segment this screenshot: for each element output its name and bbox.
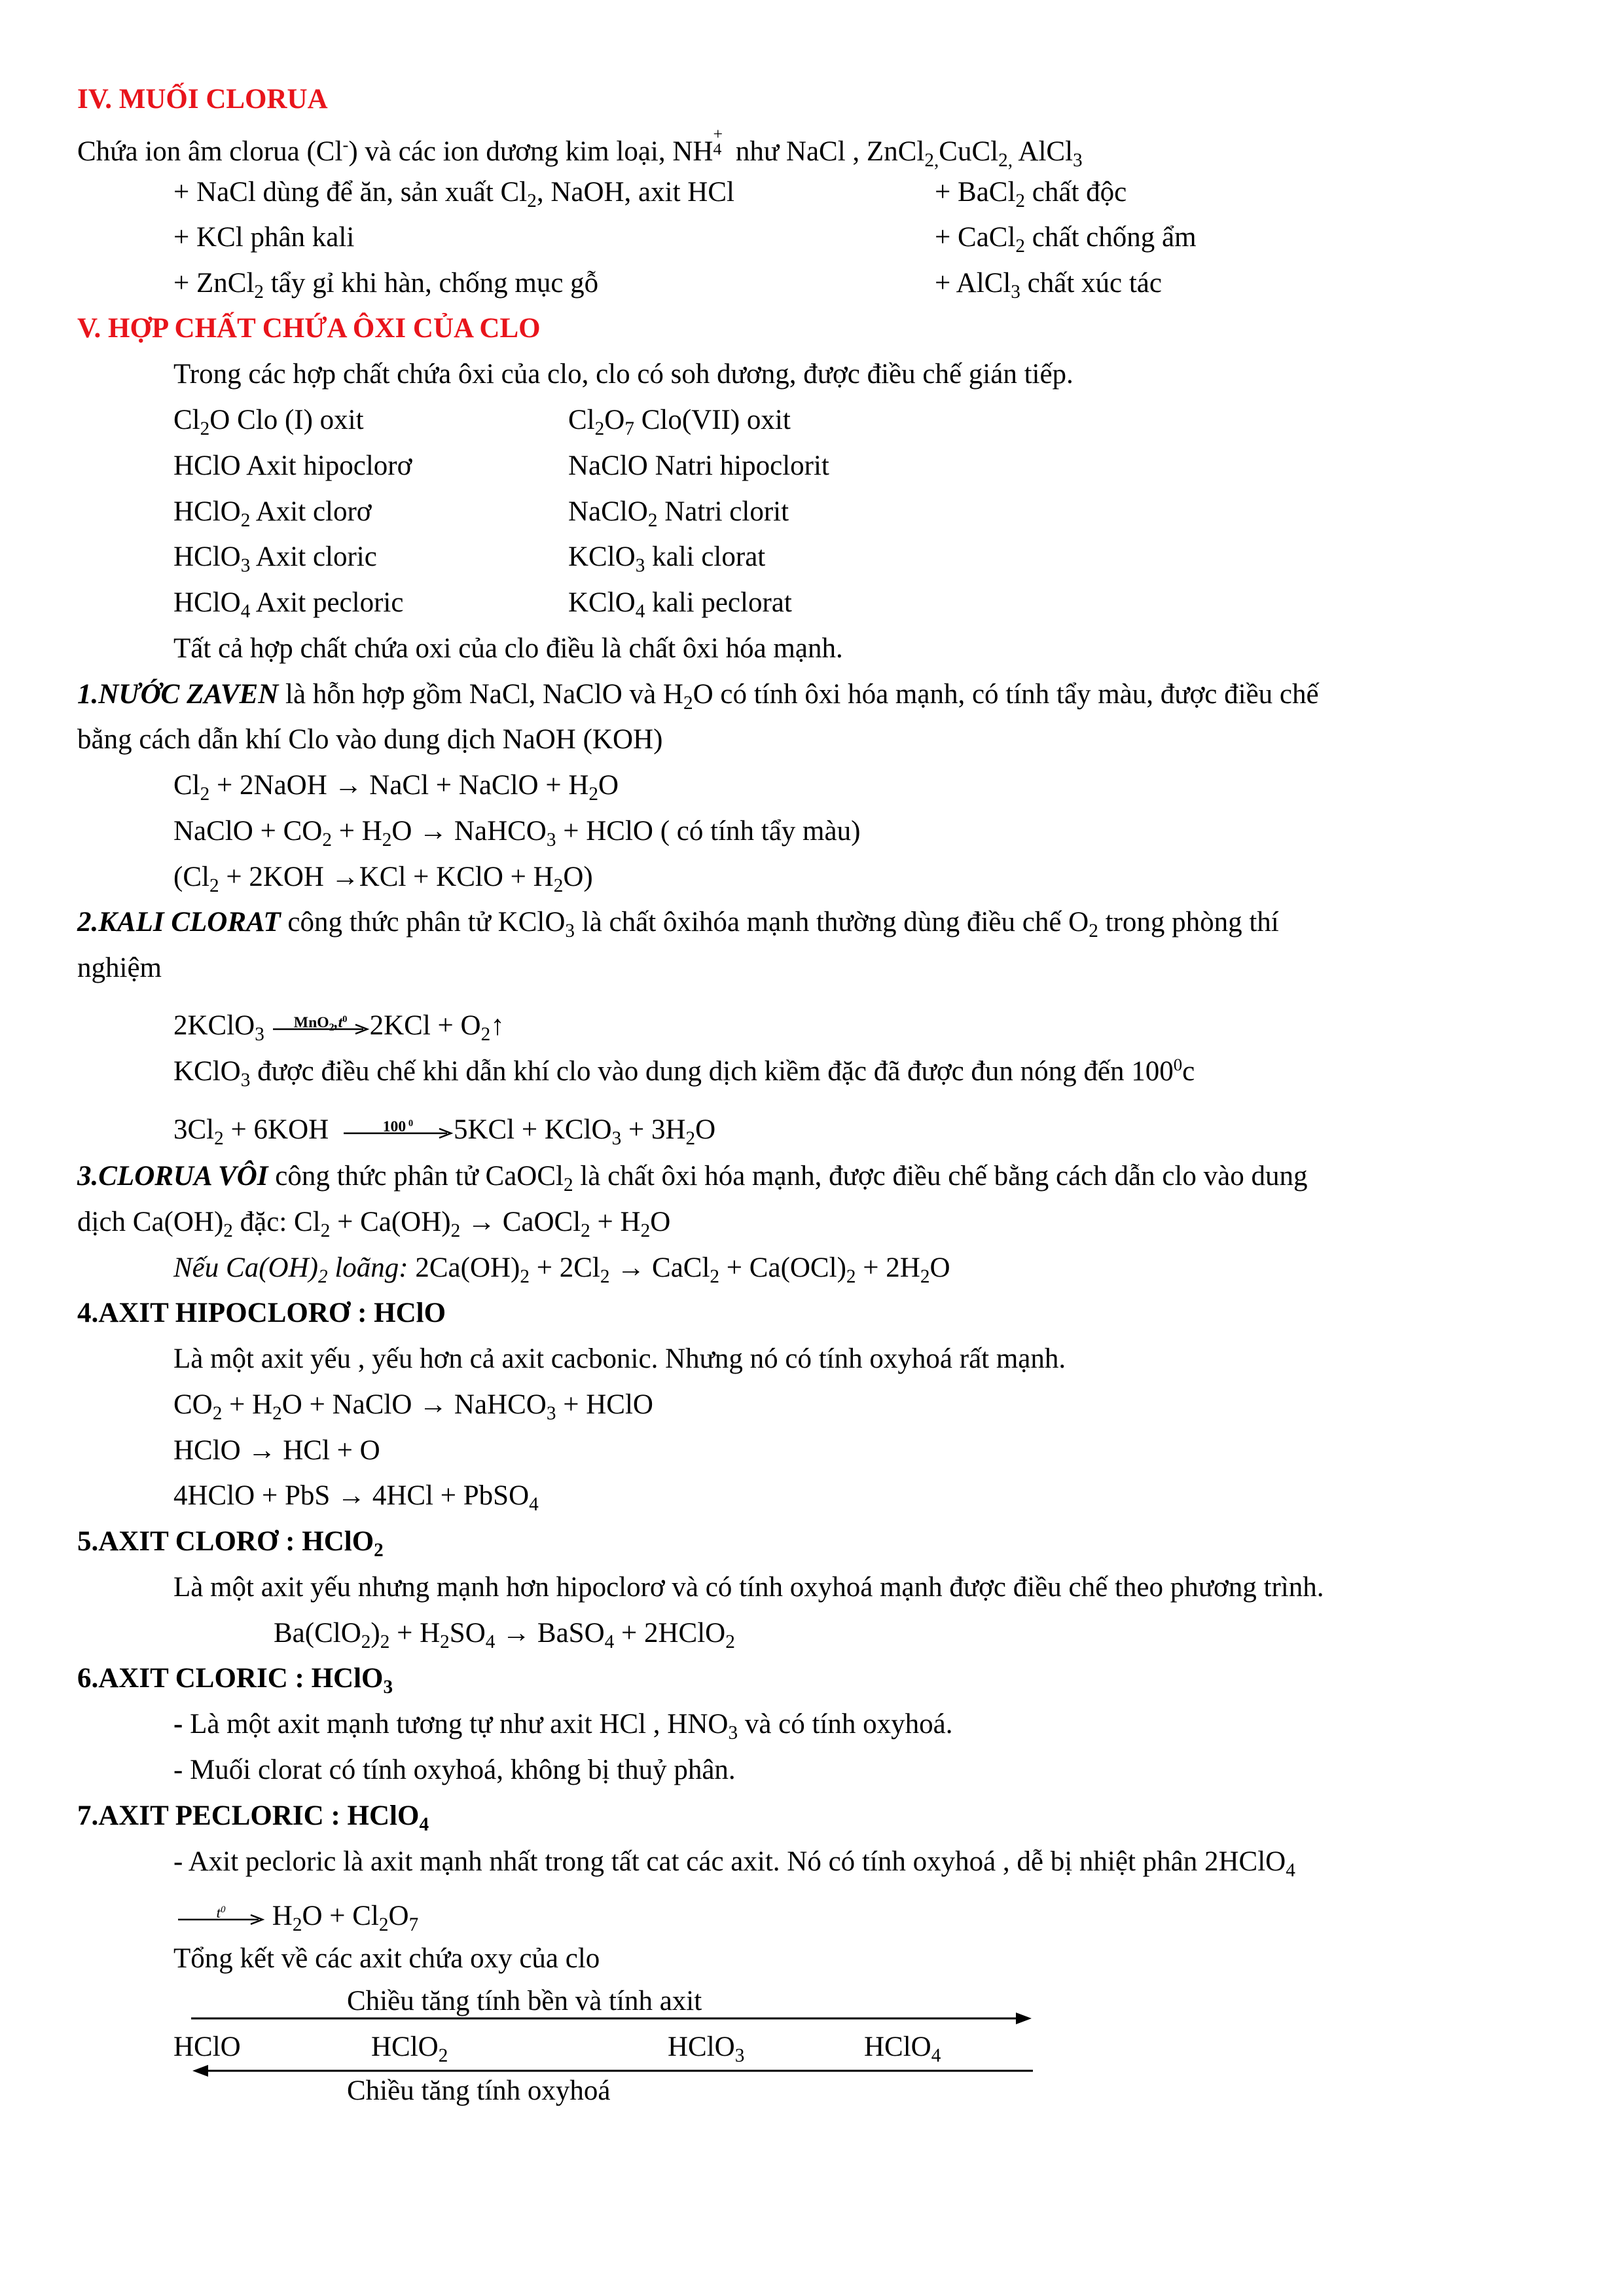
- oxi-compounds-intro: Trong các hợp chất chứa ôxi của clo, clo có soh dương, được điều chế gián tiếp.: [173, 359, 1074, 390]
- compound-hclo3: HClO$_3$ Axit cloric: [173, 541, 377, 577]
- kali-clorat-paragraph: 2.KALI CLORAT công thức phân tử KClO$_3$ là chất ôxihóa mạnh thường dùng điều chế $O_2$ trong phòng thí: [77, 907, 1279, 942]
- use-kcl: + KCl phân kali: [173, 222, 355, 253]
- equation-hclo2: $Ba(ClO_2)_2 + H_2SO_4$ → BaSO$_4$ + 2HClO$_2$: [274, 1618, 735, 1653]
- equation-hclo-1: $CO_2 + H_2O$ + NaClO → NaHCO$_3$ + HClO: [173, 1389, 653, 1425]
- hclo-heading: 4.AXIT HIPOCLORƠ : HClO: [77, 1298, 446, 1328]
- hclo3-text-1: - Là một axit mạnh tương tự như axit HCl , $HNO_3$ và có tính oxyhoá.: [173, 1709, 953, 1744]
- clorua-voi-paragraph: 3.CLORUA VÔI công thức phân tử CaOCl$_2$ là chất ôxi hóa mạnh, được điều chế bằng cách dẫn clo vào dung: [77, 1161, 1308, 1196]
- compound-cl2o: $Cl_2O$ Clo (I) oxit: [173, 405, 364, 440]
- use-bacl2: + BaCl$_2$ chất độc: [935, 177, 1127, 212]
- clorua-voi-line2: dịch $Ca(OH)_2$ đặc: $Cl_2 + Ca(OH)_2$ → CaOCl$_2$ + $H_2O$: [77, 1207, 671, 1242]
- clorua-voi-dilute: Nếu $Ca(OH)_2$ loãng: $2Ca(OH)_2 + 2Cl_2$ → CaCl$_2$ + $Ca(OCl)_2 + 2H_2O$: [173, 1252, 950, 1288]
- clorua-voi-heading: 3.CLORUA VÔI: [77, 1161, 268, 1192]
- equation-zaven-1: $Cl_2$ + 2NaOH → NaCl + NaClO + $H_2O$: [173, 770, 619, 805]
- equation-zaven-3: ($Cl_2 + 2KOH \to KCl$ + KClO + $H_2O$): [173, 862, 593, 897]
- hclo3-heading: 6.AXIT CLORIC : HClO$_3$: [77, 1663, 393, 1698]
- hclo2-text: Là một axit yếu nhưng mạnh hơn hipoclorơ và có tính oxyhoá mạnh được điều chế theo phương trình.: [173, 1572, 1324, 1603]
- oxidizing-arrow: [190, 2062, 1034, 2079]
- compound-hclo4: HClO$_4$ Axit pecloric: [173, 587, 404, 623]
- hclo2-heading: 5.AXIT CLORƠ : HClO$_2$: [77, 1526, 384, 1561]
- oxi-compounds-outro: Tất cả hợp chất chứa oxi của clo điều là chất ôxi hóa mạnh.: [173, 633, 843, 664]
- hclo3-text-2: - Muối clorat có tính oxyhoá, không bị thuỷ phân.: [173, 1755, 736, 1785]
- use-nacl: + NaCl dùng để ăn, sản xuất $Cl_2$, NaOH, axit HCl: [173, 177, 734, 212]
- reaction-arrow-mno2: $MnO_2,t^0$: [272, 1024, 370, 1034]
- compound-kclo3: KClO$_3$ kali clorat: [568, 541, 766, 577]
- kali-clorat-heading: 2.KALI CLORAT: [77, 907, 281, 938]
- compound-hclo: HClO Axit hipoclorơ: [173, 450, 412, 481]
- equation-hclo-3: 4HClO + PbS → 4HCl + PbSO$_4$: [173, 1480, 539, 1516]
- hclo4-text: - Axit pecloric là axit mạnh nhất trong tất cat các axit. Nó có tính oxyhoá , dễ bị nhiệt phân 2HClO$_4$: [173, 1846, 1295, 1882]
- equation-kclo3-decomp: 2KClO$_3$ $MnO_2,t^0$ $2KCl + O_2↑$: [173, 1010, 505, 1046]
- section-title-hop-chat-oxi: V. HỢP CHẤT CHỨA ÔXI CỦA CLO: [77, 313, 541, 344]
- reaction-arrow-100: 100 $^0$: [342, 1128, 454, 1139]
- compound-naclo: NaClO Natri hipoclorit: [568, 450, 829, 481]
- acid-hclo4: HClO$_4$: [864, 2032, 941, 2067]
- zaven-heading: 1.NƯỚC ZAVEN: [77, 679, 279, 710]
- use-cacl2: + CaCl$_2$ chất chống ẩm: [935, 222, 1197, 257]
- oxidizing-direction-label: Chiều tăng tính oxyhoá: [347, 2075, 611, 2106]
- kali-clorat-paragraph-line2: nghiệm: [77, 953, 162, 983]
- equation-hclo4-decomp: $t^0$ $H_2O + Cl_2O_7$: [177, 1902, 418, 1930]
- hclo4-heading: 7.AXIT PECLORIC : HClO$_4$: [77, 1800, 429, 1836]
- stability-arrow: [190, 2010, 1034, 2027]
- use-zncl2: + ZnCl$_2$ tẩy gỉ khi hàn, chống mục gỗ: [173, 268, 599, 303]
- muoi-clorua-intro: Chứa ion âm clorua (Cl-) và các ion dương kim loại, NH + 4 như NaCl , ZnCl$_{2,}$CuCl$_{2,}$ AlCl$_3$: [77, 124, 1083, 172]
- stability-direction-label: Chiều tăng tính bền và tính axit: [347, 1986, 702, 2016]
- use-alcl3: + AlCl$_3$ chất xúc tác: [935, 268, 1162, 303]
- equation-kclo3-prep: $3Cl_2 + 6KOH$ 100 $^0$ 5KCl + KClO$_3$ + $3H_2O$: [173, 1114, 716, 1150]
- section-title-muoi-clorua: IV. MUỐI CLORUA: [77, 84, 328, 115]
- acid-hclo: HClO: [173, 2032, 241, 2062]
- acid-hclo3: HClO$_3$: [668, 2032, 745, 2067]
- zaven-paragraph-line2: bằng cách dẫn khí Clo vào dung dịch NaOH (KOH): [77, 724, 663, 755]
- kclo3-preparation-text: KClO$_3$ được điều chế khi dẫn khí clo vào dung dịch kiềm đặc đã được đun nóng đến $100^0c$: [173, 1055, 1195, 1091]
- compound-naclo2: NaClO$_2$ Natri clorit: [568, 496, 789, 532]
- equation-zaven-2: NaClO + $CO_2 + H_2O$ → NaHCO$_3$ + HClO ( có tính tẩy màu): [173, 816, 861, 851]
- acid-hclo2: HClO$_2$: [371, 2032, 448, 2067]
- hclo-text: Là một axit yếu , yếu hơn cả axit cacbonic. Nhưng nó có tính oxyhoá rất mạnh.: [173, 1343, 1066, 1374]
- zaven-paragraph: 1.NƯỚC ZAVEN là hỗn hợp gồm NaCl, NaClO và $H_2O$ có tính ôxi hóa mạnh, có tính tẩy màu, được điều chế: [77, 679, 1319, 714]
- equation-hclo-2: HClO → HCl + O: [173, 1435, 380, 1466]
- compound-hclo2: HClO$_2$ Axit clorơ: [173, 496, 372, 532]
- summary-text: Tổng kết về các axit chứa oxy của clo: [173, 1943, 600, 1974]
- compound-cl2o7: $Cl_2O_7$ Clo(VII) oxit: [568, 405, 791, 440]
- compound-kclo4: KClO$_4$ kali peclorat: [568, 587, 792, 623]
- reaction-arrow-t0: $t^0$: [177, 1914, 265, 1925]
